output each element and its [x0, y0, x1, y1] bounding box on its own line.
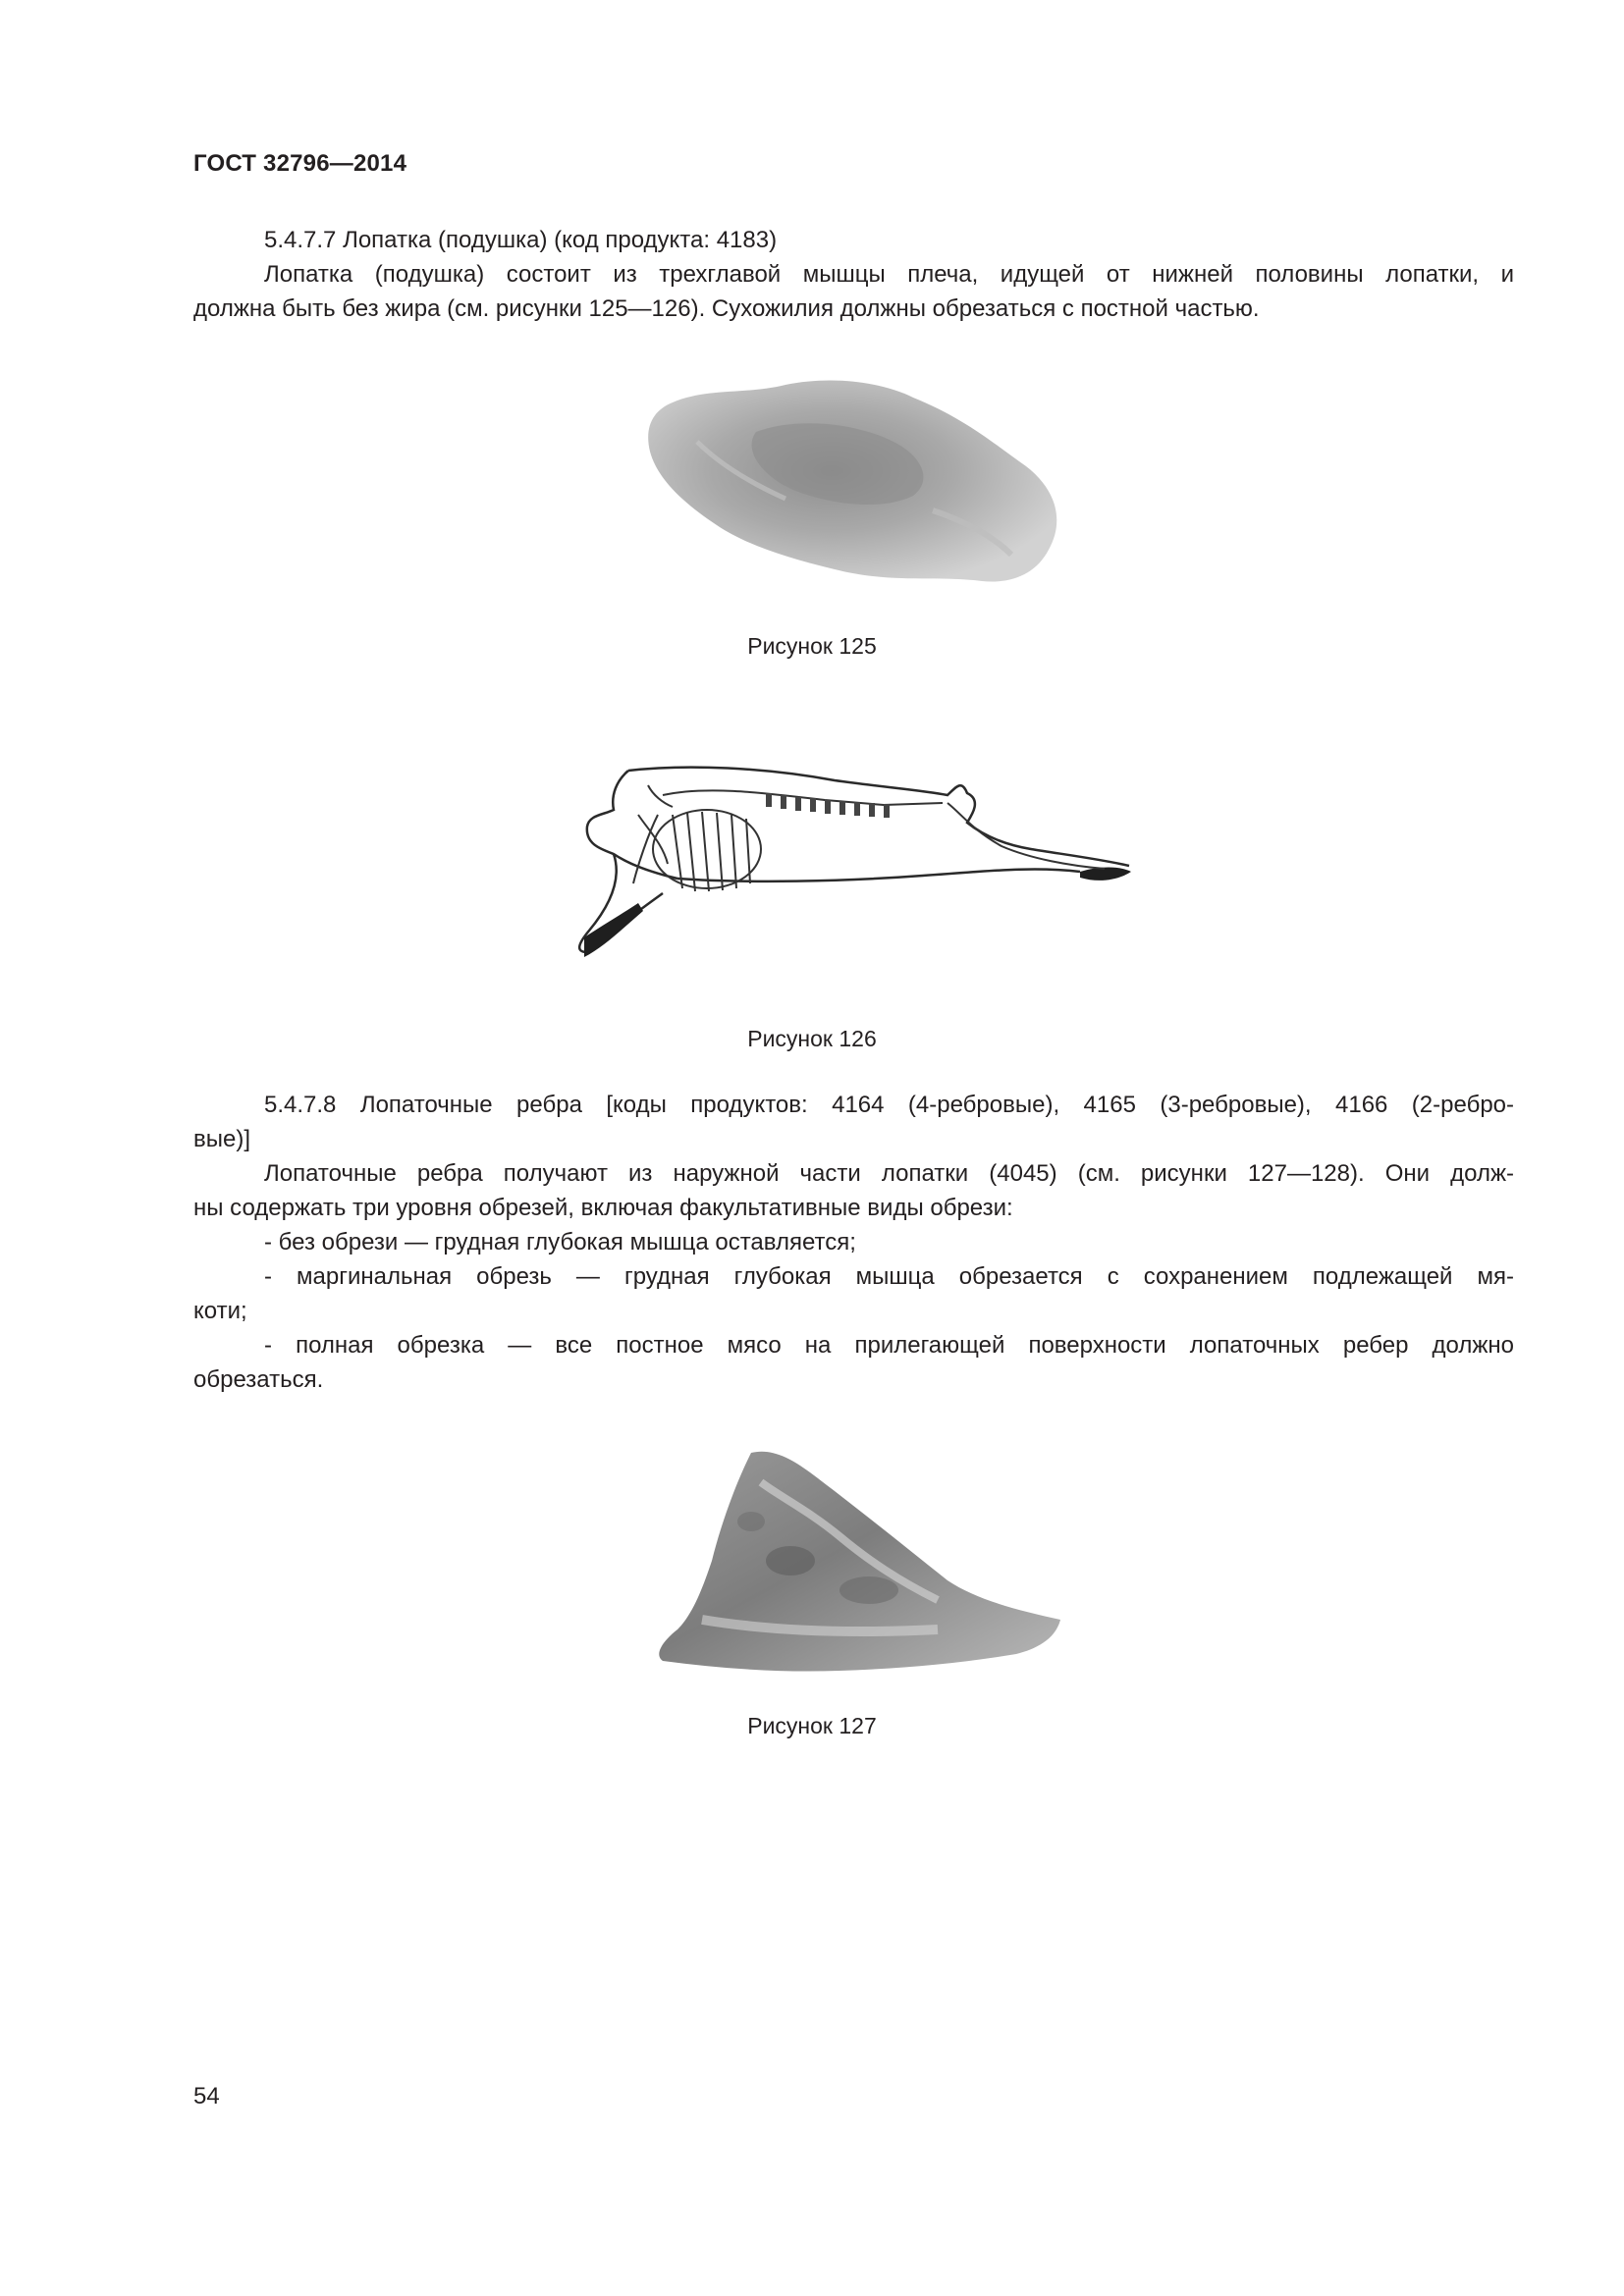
figure-125-caption: Рисунок 125: [747, 633, 877, 659]
figure-126-caption: Рисунок 126: [747, 1026, 877, 1051]
paragraph-line: должна быть без жира (см. рисунки 125—126). Сухожилия должны обрезаться с постной частью.: [193, 295, 1260, 322]
paragraph-line: ны содержать три уровня обрезей, включая факультативные виды обрези:: [193, 1195, 1013, 1221]
paragraph-line: Лопатка (подушка) состоит из трехглавой мышцы плеча, идущей от нижней половины лопатки, и: [264, 261, 1514, 288]
list-item-continuation: обрезаться.: [193, 1366, 324, 1393]
section-heading: 5.4.7.7 Лопатка (подушка) (код продукта: 4183): [264, 227, 778, 253]
section-heading-line: 5.4.7.8 Лопаточные ребра [коды продуктов: 4164 (4-ребровые), 4165 (3-ребровые), 4166 (2-ребро-: [264, 1092, 1514, 1118]
list-item: - полная обрезка — все постное мясо на прилегающей поверхности лопаточных ребер должно: [264, 1332, 1514, 1359]
list-item-continuation: коти;: [193, 1298, 247, 1324]
paragraph-line: Лопаточные ребра получают из наружной части лопатки (4045) (см. рисунки 127—128). Они долж-: [264, 1160, 1514, 1187]
figure-125-meat-image: [638, 373, 1070, 599]
section-heading-line: вые)]: [193, 1126, 251, 1152]
page-number: 54: [193, 2083, 220, 2109]
figure-127-meat-image: [643, 1443, 1075, 1679]
figure-126-carcass-diagram: [569, 756, 1139, 967]
list-item: - без обрези — грудная глубокая мышца оставляется;: [264, 1229, 856, 1255]
section-5-4-7-8: [193, 1088, 1514, 1397]
document-header: ГОСТ 32796—2014: [193, 150, 407, 177]
figure-127-caption: Рисунок 127: [747, 1713, 877, 1738]
section-5-4-7-7: [193, 223, 1514, 326]
list-item: - маргинальная обрезь — грудная глубокая мышца обрезается с сохранением подлежащей мя-: [264, 1263, 1514, 1290]
